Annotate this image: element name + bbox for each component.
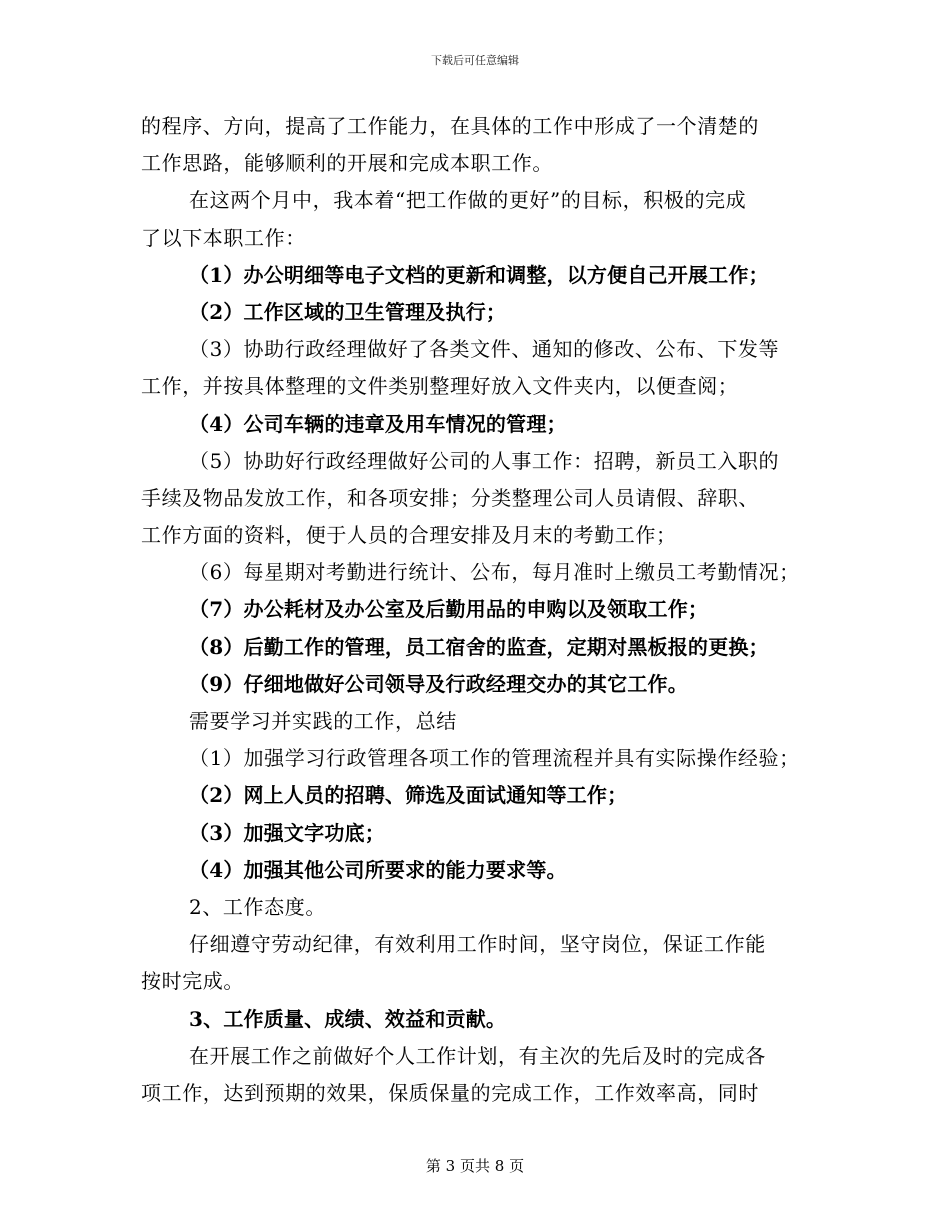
text-line: （3）加强文字功底； — [189, 820, 385, 845]
text-line: （3）协助行政经理做好了各类文件、通知的修改、公布、下发等 — [189, 337, 780, 362]
page-footer: 第 3 页共 8 页 — [425, 1157, 525, 1175]
text-line: （1）加强学习行政管理各项工作的管理流程并具有实际操作经验； — [189, 746, 800, 771]
text-line: （4）公司车辆的违章及用车情况的管理； — [189, 411, 567, 436]
text-line: （4）加强其他公司所要求的能力要求等。 — [189, 857, 567, 882]
text-line: （2）网上人员的招聘、筛选及面试通知等工作； — [189, 783, 628, 808]
text-line: 在这两个月中，我本着“把工作做的更好”的目标，积极的完成 — [189, 188, 747, 213]
text-line: 仔细遵守劳动纪律，有效利用工作时间，坚守岗位，保证工作能 — [189, 932, 766, 957]
text-line: 按时完成。 — [141, 969, 244, 994]
text-line: 项工作，达到预期的效果，保质保量的完成工作，工作效率高，同时 — [141, 1080, 759, 1105]
text-line: 在开展工作之前做好个人工作计划，有主次的先后及时的完成各 — [189, 1043, 766, 1068]
text-line: （2）工作区域的卫生管理及执行； — [189, 299, 507, 324]
text-line: 工作方面的资料，便于人员的合理安排及月末的考勤工作； — [141, 523, 677, 548]
text-line: （7）办公耗材及办公室及后勤用品的申购以及领取工作； — [189, 597, 709, 622]
text-line: 工作，并按具体整理的文件类别整理好放入文件夹内，以便查阅； — [141, 374, 739, 399]
text-line: （8）后勤工作的管理，员工宿舍的监查，定期对黑板报的更换； — [189, 634, 769, 659]
document-body — [141, 108, 821, 1112]
text-line: （6）每星期对考勤进行统计、公布，每月准时上缴员工考勤情况； — [189, 560, 800, 585]
text-line: 工作思路，能够顺利的开展和完成本职工作。 — [141, 151, 553, 176]
text-line: 需要学习并实践的工作，总结 — [189, 709, 457, 733]
text-line: 的程序、方向，提高了工作能力，在具体的工作中形成了一个清楚的 — [141, 114, 759, 138]
text-line: （9）仔细地做好公司领导及行政经理交办的其它工作。 — [189, 671, 688, 696]
text-line: 2、工作态度。 — [189, 894, 326, 919]
text-line: （5）协助好行政经理做好公司的人事工作：招聘，新员工入职的 — [189, 448, 780, 473]
page-header: 下载后可任意编辑 — [431, 54, 519, 67]
text-line: 了以下本职工作： — [141, 225, 306, 250]
text-line: （1）办公明细等电子文档的更新和调整，以方便自己开展工作； — [189, 262, 769, 287]
text-line: 手续及物品发放工作，和各项安排；分类整理公司人员请假、辞职、 — [141, 485, 759, 510]
text-line: 3、工作质量、成绩、效益和贡献。 — [189, 1006, 507, 1031]
